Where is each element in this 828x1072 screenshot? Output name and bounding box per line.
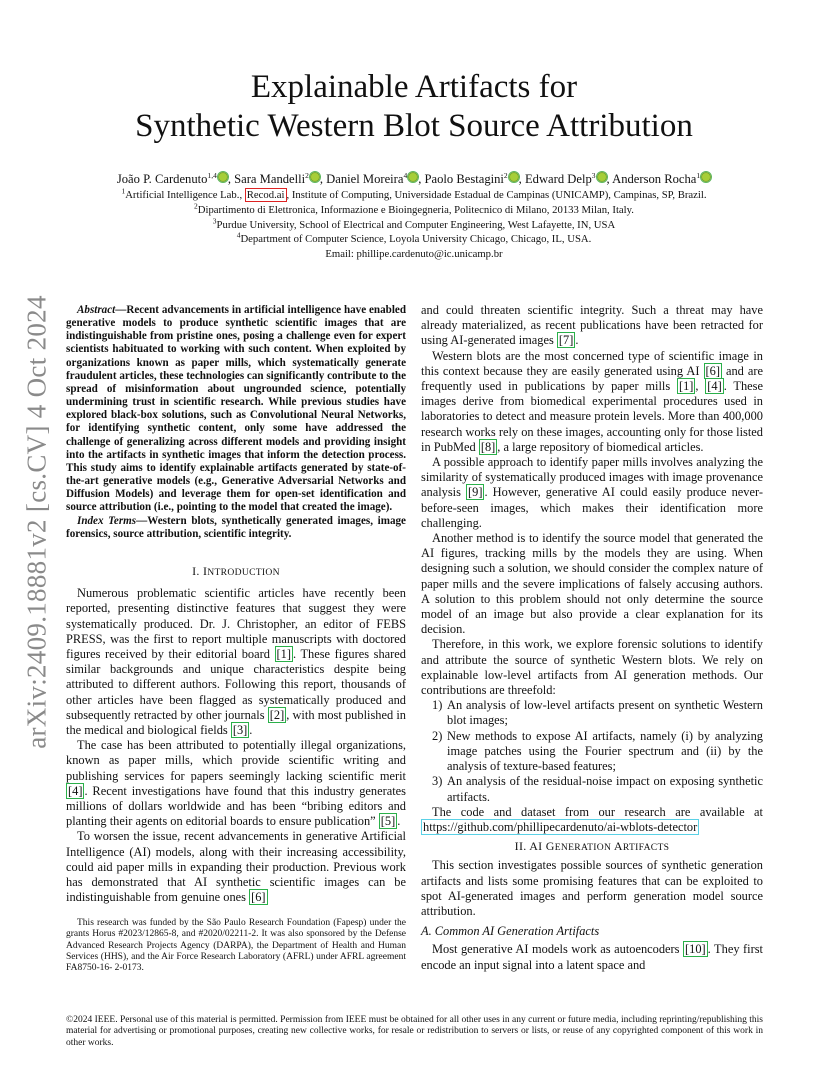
list-item: 2) New methods to expose AI artifacts, namely (i) by analyzing image patches using the Fourier spectrum and (ii) by the analysis of texture-based features; (432, 728, 763, 774)
citation-link[interactable]: [2] (269, 707, 285, 722)
citation-link[interactable]: [10] (685, 942, 706, 957)
citation-link[interactable]: [4] (707, 379, 722, 394)
affiliation-4: $^4$Department of Computer Science, Loyola University Chicago, Chicago, IL, USA. (236, 230, 592, 245)
recod-link[interactable]: Recod.ai (246, 189, 285, 201)
index-terms-label: Index Terms (77, 514, 137, 527)
section-heading-introduction: I. INTRODUCTION (192, 564, 280, 578)
contributions-list (421, 698, 763, 804)
paragraph: Western blots are the most concerned type of scientific image in this context because they are easily generated using AI [6] and are frequently used in publications by paper mills [1] , [4] . These images derive from biomedical experimental procedures used in laboratories to detect and measure protein levels. More than 400,000 research works rely on these images, accounting only for those listed in PubMed [8] , a large repository of biomedical articles. (421, 348, 764, 454)
abstract-text: —Recent advancements in artificial intelligence have enabled generative models to produce synthetic scientific images that are indistinguishable from pristine ones, posing a challenge even for expert scientists habituated to working with such content. When exploited by organizations known as paper mills, which systematically generate fraudulent articles, these technologies can significantly contribute to the spread of misinformation about ungrounded science, potentially undermining trust in scientific research. While previous studies have explored black-box solutions, such as Convolutional Neural Networks, for identifying synthetic content, only some have addressed the challenge of generalizing across different models and providing insight into the artifacts in synthetic images that inform the detection process. This study aims to identify explainable artifacts generated by state-of-the-art generative models (e.g., Generative Adversarial Networks and Diffusion Models) and leverage them for open-set identification and source attribution (i.e., pointing to the model that created the image). (66, 304, 406, 514)
paragraph: Most generative AI models work as autoencoders [10] . They first encode an input signal into a latent space and (421, 942, 763, 972)
citation-link[interactable]: [9] (468, 485, 483, 500)
affiliation-2: $^2$Dipartimento di Elettronica, Informazione e Bioingegneria, Politecnico di Milano, 20133 Milan, Italy. (194, 201, 634, 216)
author-name: Anderson Rocha (612, 172, 697, 186)
index-terms-text: —Western blots, synthetically generated images, image forensics, source attribution, scientific integrity. (66, 514, 406, 540)
orcid-icon[interactable] (509, 172, 519, 182)
paragraph: Another method is to identify the source model that generated the AI figures, tracking mills by the models they are using. When designing such a solution, we should consider the complex nature of paper mills and the severe implications of falsely accusing authors. A solution to this problem should not only determine the source model of an image but also provide a clear explanation for its decision. (421, 531, 763, 637)
citation-link[interactable]: [1] (276, 647, 291, 662)
paragraph: and could threaten scientific integrity. Such a threat may have already materialized, as recent publications have been retracted for using AI-generated images [7] . (421, 303, 763, 348)
arxiv-identifier (17, 292, 57, 752)
citation-link[interactable]: [5] (380, 814, 396, 829)
paper-title (0, 68, 828, 146)
title-line-1: Explainable Artifacts for (250, 69, 578, 105)
citation-link[interactable]: [7] (558, 333, 574, 348)
paragraph: Therefore, in this work, we explore forensic solutions to identify and attribute the source of synthetic Western blots. We rely on explainable low-level artifacts from AI generation methods. Our contributions are threefold: (421, 637, 763, 698)
affiliation-3: $^3$Purdue University, School of Electrical and Computer Engineering, West Lafayette, IN, USA (212, 216, 616, 231)
paragraph: To worsen the issue, recent advancements in generative Artificial Intelligence (AI) models, along with their increasing accessibility, could aid paper mills in expanding their production. Previous work has demonstrated that AI synthetic scientific images can be indistinguishable from genuine ones [6] (66, 829, 406, 905)
orcid-icon[interactable] (310, 172, 320, 182)
paragraph: The case has been attributed to potentially illegal organizations, known as paper mills, which provide scientific writing and publishing services for papers seemingly lacking scientific merit [4] . Recent investigations have found that this industry generates millions of dollars worldwide and has been “bribing editors and planting their agents on editorial boards to ensure publication” [5] . (66, 738, 406, 829)
citation-link[interactable]: [1] (678, 379, 694, 394)
orcid-icon[interactable] (408, 172, 418, 182)
list-item: 1) An analysis of low-level artifacts present on synthetic Western blot images; (432, 698, 763, 728)
contact-email: Email: phillipe.cardenuto@ic.unicamp.br (325, 248, 503, 260)
github-link[interactable]: https://github.com/phillipecardenuto/ai-wblots-detector (423, 819, 698, 834)
author-name: Paolo Bestagini (424, 172, 504, 186)
title-line-2: Synthetic Western Blot Source Attribution (135, 108, 693, 144)
citation-link[interactable]: [4] (68, 783, 83, 798)
introduction-section (66, 564, 406, 905)
affiliation-1: $^1$Artificial Intelligence Lab., Recod.ai , Institute of Computing, Universidade Estadual de Campinas (UNICAMP), Campinas, SP, Brazil. (121, 186, 707, 201)
orcid-icon[interactable] (597, 172, 607, 182)
subsection-heading: A. Common AI Generation Artifacts (421, 924, 600, 939)
citation-link[interactable]: [8] (480, 439, 496, 454)
author-name: Sara Mandelli (234, 172, 306, 186)
list-item: 3) An analysis of the residual-noise impact on exposing synthetic artifacts. (432, 774, 763, 804)
funding-footnote: This research was funded by the São Paulo Research Foundation (Fapesp) under the grants Horus #2023/12865-8, and #2020/02211-2. It was also sponsored by the Defense Advanced Research Projects Agency (DARPA), the Department of Health and Human Services (HHS), and the Air Force Research Laboratory (AFRL) under AFRL agreement FA8750-16- 2-0173. (66, 918, 406, 974)
paragraph: This section investigates possible sources of synthetic generation artifacts and lists some promising features that can be exploited to spot AI-generated images and perform generation model source attribution. (421, 858, 763, 918)
citation-link[interactable]: [6] (705, 363, 720, 378)
paragraph: Numerous problematic scientific articles have recently been reported, presenting distinctive features that suggest they were systematically produced. Dr. J. Christopher, an editor of FEBS PRESS, was the first to report multiple manuscripts with doctored figures received by their editorial board [1] . These figures shared similar backgrounds and unique characteristics despite being attributed to different authors. Following this report, thousands of other articles have been flagged as systematically produced and subsequently retracted by other journals [2] , with most published in the medical and biological fields [3] . (66, 586, 406, 738)
paragraph: The code and dataset from our research are available at https://github.com/phillipecardenuto/ai-wblots-detector (423, 804, 763, 834)
section-heading-ai-artifacts: II. AI GENERATION ARTIFACTS (514, 839, 670, 854)
author-name: João P. Cardenuto (116, 172, 208, 186)
copyright-notice: ©2024 IEEE. Personal use of this material is permitted. Permission from IEEE must be obtained for all other uses in any current or future media, including reprinting/republishing this material for advertising or promotional purposes, creating new collective works, for resale or redistribution to servers or lists, or reuse of any copyrighted component of this work in other works. (66, 1015, 763, 1048)
author-list: João P. Cardenuto$^{1,4}$ , Sara Mandelli$^2$ , Daniel Moreira$^4$ , Paolo Bestagini$^2$ , Edward Delp$^3$ , Anderson Rocha$^1$ (0, 171, 828, 187)
abstract-label: Abstract (77, 304, 116, 316)
paragraph: A possible approach to identify paper mills involves analyzing the similarity of systematically produced images with image provenance analysis [9] . However, generative AI could easily produce never-before-seen images, which makes their identification more challenging. (421, 455, 763, 530)
orcid-icon[interactable] (218, 172, 228, 182)
orcid-icon[interactable] (701, 172, 711, 182)
citation-link[interactable]: [6] (251, 890, 266, 905)
author-name: Daniel Moreira (326, 172, 404, 186)
author-name: Edward Delp (524, 172, 592, 186)
citation-link[interactable]: [3] (232, 723, 248, 738)
abstract (66, 304, 406, 541)
right-column (421, 303, 763, 973)
arxiv-label: arXiv:2409.18881v2 [cs.CV] 4 Oct 2024 (21, 295, 52, 749)
